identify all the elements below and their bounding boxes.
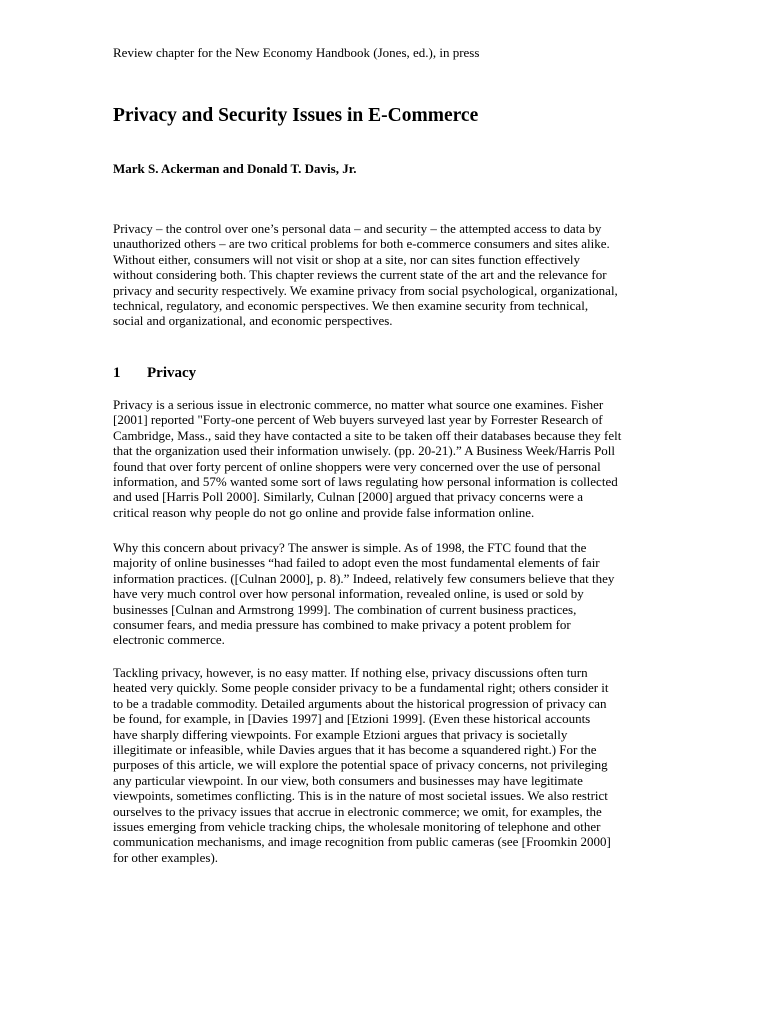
paragraph-line: Cambridge, Mass., said they have contacted a site to be taken off their databases because they felt: [113, 427, 622, 443]
paragraph-line: heated very quickly. Some people consider privacy to be a fundamental right; others consider it: [113, 680, 609, 696]
section-title: Privacy: [147, 365, 197, 381]
paragraph-line: and used [Harris Poll 2000]. Similarly, Culnan [2000] argued that privacy concerns were a: [113, 489, 584, 505]
abstract-line: Without either, consumers will not visit or shop at a site, nor can sites function effectively: [113, 251, 580, 267]
paragraph-line: issues emerging from vehicle tracking chips, the wholesale monitoring of telephone and other: [113, 819, 601, 835]
paragraph-line: viewpoints, sometimes conflicting. This is in the nature of most societal issues. We also restrict: [113, 788, 608, 804]
paragraph-line: be found, for example, in [Davies 1997] and [Etzioni 1999]. (Even these historical accounts: [113, 711, 591, 727]
abstract-line: social and organizational, and economic perspectives.: [113, 313, 393, 329]
paragraph-line: any particular viewpoint. In our view, both consumers and businesses may have legitimate: [113, 772, 583, 788]
paragraph-line: to be a tradable commodity. Detailed arguments about the historical progression of privacy can: [113, 695, 607, 711]
paragraph-line: have very much control over how personal information, revealed online, is used or sold by: [113, 586, 584, 602]
paragraph-line: electronic commerce.: [113, 632, 225, 648]
paragraph-line: businesses [Culnan and Armstrong 1999]. The combination of current business practices,: [113, 601, 577, 617]
abstract-line: Privacy – the control over one’s personal data – and security – the attempted access to data by: [113, 221, 602, 236]
paragraph-line: critical reason why people do not go online and provide false information online.: [113, 504, 535, 520]
body-paragraph: [113, 540, 673, 648]
section-heading: [113, 365, 196, 382]
body-paragraph: [113, 665, 673, 865]
paragraph-line: have sharply differing viewpoints. For example Etzioni argues that privacy is societally: [113, 726, 568, 742]
paragraph-line: majority of online businesses “had failed to adopt even the most fundamental elements of fair: [113, 555, 600, 571]
paragraph-line: communication mechanisms, and image recognition from public cameras (see [Froomkin 2000]: [113, 834, 611, 850]
paragraph-line: Tackling privacy, however, is no easy matter. If nothing else, privacy discussions often turn: [113, 665, 588, 680]
paragraph-line: information practices. ([Culnan 2000], p. 8).” Indeed, relatively few consumers believe that they: [113, 570, 615, 586]
abstract-line: unauthorized others – are two critical problems for both e-commerce consumers and sites alike.: [113, 236, 610, 252]
paper-title: Privacy and Security Issues in E-Commerce: [113, 105, 479, 126]
paragraph-line: consumer fears, and media pressure has combined to make privacy a potent problem for: [113, 617, 571, 633]
paragraph-line: information, and 57% wanted some sort of laws regulating how personal information is collected: [113, 474, 618, 490]
paragraph-line: illegitimate or infeasible, while Davies argues that it has become a squandered right.) For the: [113, 742, 597, 758]
running-header: Review chapter for the New Economy Handbook (Jones, ed.), in press: [113, 45, 480, 60]
abstract-line: privacy and security respectively. We examine privacy from social psychological, organizational,: [113, 282, 618, 298]
paragraph-line: for other examples).: [113, 849, 219, 865]
paragraph-line: Why this concern about privacy? The answer is simple. As of 1998, the FTC found that the: [113, 540, 587, 555]
paragraph-line: that the organization used their information unwisely. (pp. 20-21).” A Business Week/Harris Poll: [113, 443, 616, 459]
paragraph-line: purposes of this article, we will explore the potential space of privacy concerns, not privileging: [113, 757, 608, 773]
paragraph-line: Privacy is a serious issue in electronic commerce, no matter what source one examines. Fisher: [113, 397, 604, 412]
paragraph-line: ourselves to the privacy issues that accrue in electronic commerce; we omit, for examples, the: [113, 803, 602, 819]
paragraph-line: [2001] reported "Forty-one percent of Web buyers surveyed last year by Forrester Research of: [113, 412, 603, 428]
paper-authors: Mark S. Ackerman and Donald T. Davis, Jr.: [113, 161, 357, 176]
abstract: [113, 221, 673, 329]
abstract-line: technical, regulatory, and economic perspectives. We then examine security from technical,: [113, 298, 589, 314]
abstract-line: without considering both. This chapter reviews the current state of the art and the relevance for: [113, 267, 607, 283]
section-number: 1: [113, 365, 121, 381]
paragraph-line: found that over forty percent of online shoppers were very concerned over the use of personal: [113, 458, 601, 474]
body-paragraph: [113, 397, 673, 520]
